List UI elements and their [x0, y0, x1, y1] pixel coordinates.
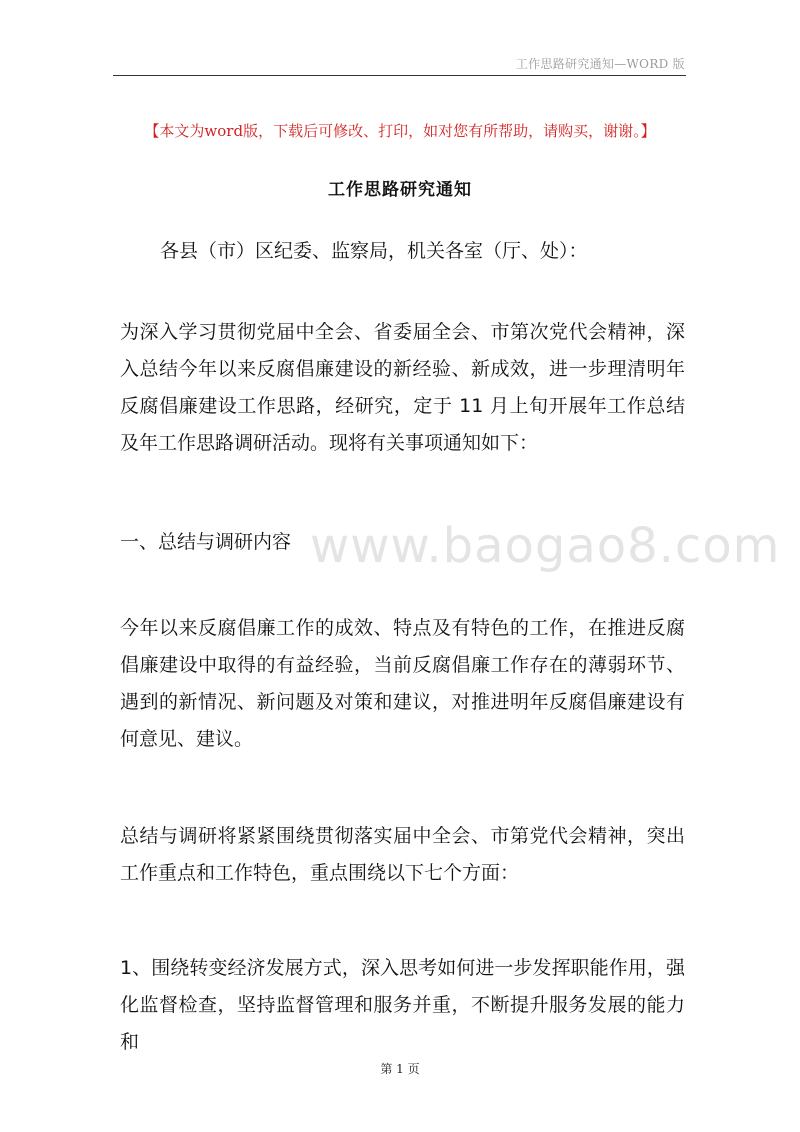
purchase-notice: 【本文为word版，下载后可修改、打印，如对您有所帮助，请购买，谢谢。】 — [144, 122, 656, 140]
paragraph-item-1: 1、围绕转变经济发展方式，深入思考如何进一步发挥职能作用，强化监督检查，坚持监督管理和服务并重，不断提升服务发展的能力和 — [120, 957, 685, 1053]
page-number: 第 1 页 — [380, 1062, 420, 1076]
greeting-line: 各县（市）区纪委、监察局，机关各室（厅、处）： — [160, 240, 588, 262]
watermark: www.baogao8.com — [310, 518, 781, 574]
running-header: 工作思路研究通知—WORD 版 — [515, 57, 685, 71]
paragraph-content: 今年以来反腐倡廉工作的成效、特点及有特色的工作，在推进反腐倡廉建设中取得的有益经验，当前反腐倡廉工作存在的薄弱环节、遇到的新情况、新问题及对策和建议，对推进明年反腐倡廉建设有何意见、建议。 — [120, 617, 685, 750]
section-heading: 一、总结与调研内容 — [120, 531, 292, 553]
paragraph-intro: 为深入学习贯彻党届中全会、省委届全会、市第次党代会精神，深入总结今年以来反腐倡廉建设的新经验、新成效，进一步理清明年反腐倡廉建设工作思路，经研究，定于 11 月上旬开展年工作总结及年工作思路调研活动。现将有关事项通知如下： — [120, 321, 685, 454]
document-title: 工作思路研究通知 — [328, 180, 472, 200]
header-divider — [113, 75, 686, 76]
paragraph-focus: 总结与调研将紧紧围绕贯彻落实届中全会、市第党代会精神，突出工作重点和工作特色，重点围绕以下七个方面： — [120, 825, 685, 884]
